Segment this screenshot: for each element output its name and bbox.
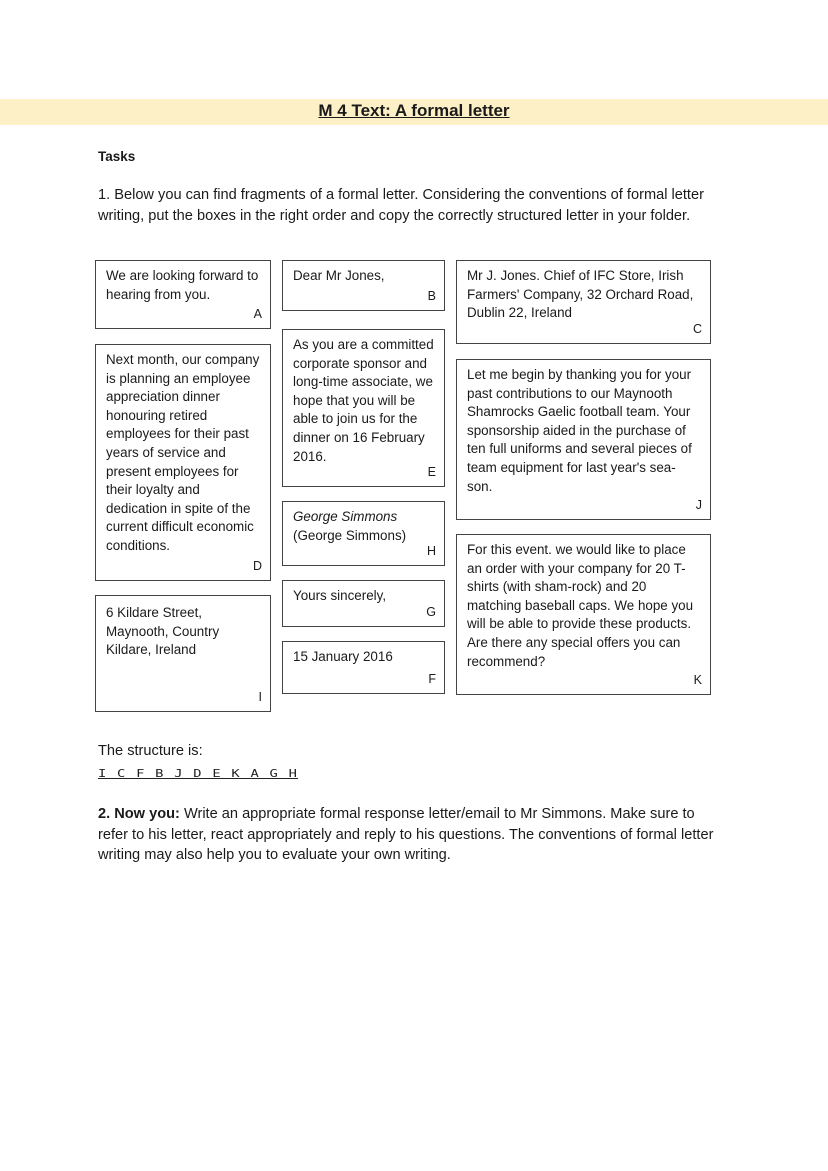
fragment-text: Dear Mr Jones, <box>293 268 385 283</box>
fragment-box-i <box>95 595 271 712</box>
fragment-letter: E <box>427 465 436 480</box>
fragment-box-d <box>95 344 271 581</box>
fragment-text: Next month, our company is planning an employee appreciation dinner honouring retired employees for their past years of service and present employees for their loyalty and dedication in spite of the current difficult economic conditions. <box>106 352 260 553</box>
task-1-instructions: 1. Below you can find fragments of a formal letter. Considering the conventions of formal letter writing, put the boxes in the right order and copy the correctly structured letter in your folder. <box>98 187 704 224</box>
task-2-text: Write an appropriate formal response letter/email to Mr Simmons. Make sure to refer to his letter, react appropriately and reply to his questions. The conventions of formal letter writing may also help you to evaluate your own writing. <box>98 806 714 863</box>
task-2-instructions <box>98 804 728 866</box>
page-title: M 4 Text: A formal letter <box>318 101 510 120</box>
fragment-text: As you are a committed corporate sponsor and long-time associate, we hope that you will be able to join us for the dinner on 16 February 2016. <box>293 337 434 464</box>
signature: George Simmons <box>293 509 398 524</box>
fragment-letter: G <box>426 605 436 620</box>
structure-answer: I C F B J D E K A G H <box>98 767 299 780</box>
fragment-box-a <box>95 260 271 329</box>
fragment-text: For this event. we would like to place an order with your company for 20 T-shirts (with sham-rock) and 20 matching baseball caps. We hope you will be able to provide these products. Are there any special offers you can recommend? <box>467 542 694 669</box>
fragment-text: Let me begin by thanking you for your past contributions to our Maynooth Shamrocks Gaelic football team. Your sponsorship aided in the purchase of ten full uniforms and several pieces of team equipment for last year's sea-son. <box>467 367 692 494</box>
fragment-letter: A <box>253 307 262 322</box>
fragment-box-c <box>456 260 711 344</box>
fragment-box-b <box>282 260 445 311</box>
fragment-letter: I <box>258 690 262 705</box>
fragment-letter: B <box>427 289 436 304</box>
fragment-text: 15 January 2016 <box>293 649 393 664</box>
fragment-letter: J <box>695 498 702 513</box>
fragment-box-j <box>456 359 711 520</box>
fragment-box-k <box>456 534 711 695</box>
fragment-box-h <box>282 501 445 566</box>
fragment-text: Yours sincerely, <box>293 588 387 603</box>
fragment-box-f <box>282 641 445 694</box>
tasks-heading: Tasks <box>98 149 136 164</box>
fragment-letter: K <box>693 673 702 688</box>
task-2-heading: 2. Now you: <box>98 806 180 822</box>
signatory-name: (George Simmons) <box>293 527 407 543</box>
fragment-letter: C <box>692 322 702 337</box>
fragment-letter: F <box>428 672 436 687</box>
fragment-text: We are looking forward to hearing from you. <box>106 268 259 302</box>
fragment-box-g <box>282 580 445 627</box>
fragment-letter: H <box>426 544 436 559</box>
fragment-text: 6 Kildare Street, Maynooth, Country Kildare, Ireland <box>106 605 220 658</box>
structure-label: The structure is: <box>98 743 203 759</box>
fragment-text: Mr J. Jones. Chief of IFC Store, Irish Farmers' Company, 32 Orchard Road, Dublin 22, Ireland <box>467 268 694 321</box>
fragment-letter: D <box>252 559 262 574</box>
fragment-box-e <box>282 329 445 487</box>
